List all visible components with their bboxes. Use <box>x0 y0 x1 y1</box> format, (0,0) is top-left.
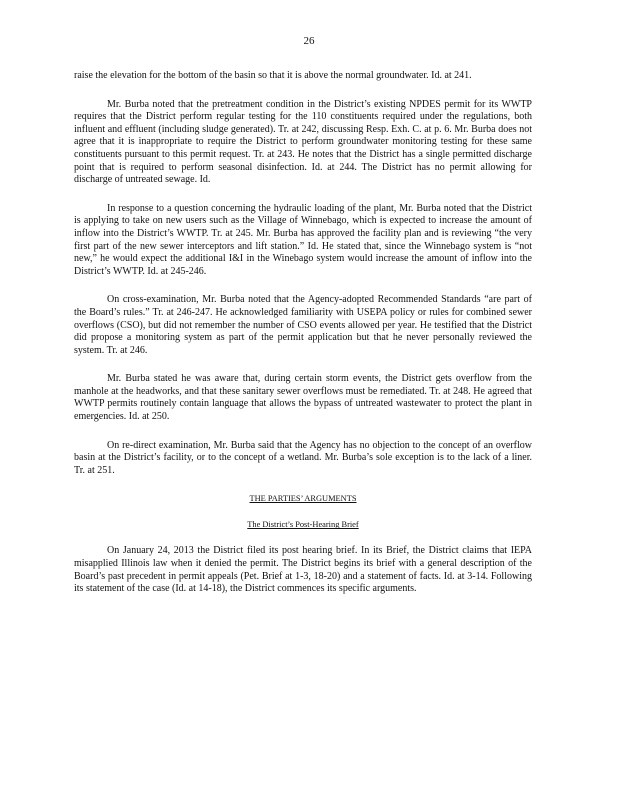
section-heading-arguments <box>74 493 532 505</box>
paragraph-post-hearing-brief: On January 24, 2013 the District filed its post hearing brief. In its Brief, the District claims that IEPA misapplied Illinois law when it denied the permit. The District begins its brief with a general description of the Board’s past precedent in permit appeals (Pet. Brief at 1-3, 18-20) and a statement of facts. Id. at 3-14. Following its statement of the case (Id. at 14-18), the District commences its specific arguments. <box>74 545 532 595</box>
paragraph-redirect-examination: On re-direct examination, Mr. Burba said that the Agency has no objection to the concept of an overflow basin at the District’s facility, or to the concept of a wetland. Mr. Burba’s sole exception is to the lack of a liner. Tr. at 251. <box>74 439 532 476</box>
paragraph-basin-elevation: raise the elevation for the bottom of the basin so that it is above the normal groundwater. Id. at 241. <box>74 70 472 81</box>
document-body <box>74 70 532 612</box>
paragraph-hydraulic-loading: In response to a question concerning the hydraulic loading of the plant, Mr. Burba noted that the District is applying to take on new users such as the Village of Winnebago, which is expected to increase the amount of inflow into the District’s WWTP. Tr. at 245. Mr. Burba has approved the facility plan and is reviewing “the very first part of the new sewer interceptors and lift station.” Id. He stated that, since the Winnebago system is “not new,” he would expect the additional I&I in the Winebago system would increase the amount of inflow into the District’s WWTP. Id. at 245-246. <box>74 202 532 277</box>
paragraph-storm-events: Mr. Burba stated he was aware that, during certain storm events, the District gets overflow from the manhole at the headworks, and that these sanitary sewer overflows must be remediated. Tr. at 248. He agreed that WWTP permits routinely contain language that allows the bypass of untreated wastewater to protect the plant in emergencies. Id. at 250. <box>74 373 532 423</box>
paragraph-cross-examination: On cross-examination, Mr. Burba noted that the Agency-adopted Recommended Standards “are part of the Board’s rules.” Tr. at 246-247. He acknowledged familiarity with USEPA policy or rules for combined sewer overflows (CSO), but did not remember the number of CSO events allowed per year. He testified that the District did propose a monitoring system as part of the permit application but that he never personally reviewed the system. Tr. at 246. <box>74 294 532 356</box>
subsection-heading-district-brief-text: The District’s Post-Hearing Brief <box>247 520 359 530</box>
page-number: 26 <box>303 35 315 47</box>
section-heading-arguments-text: THE PARTIES’ ARGUMENTS <box>249 494 357 504</box>
paragraph-pretreatment-condition: Mr. Burba noted that the pretreatment condition in the District’s existing NPDES permit for its WWTP requires that the District perform regular testing for the 110 constituents required under the regulations, both influent and effluent (including sludge generated). Tr. at 242, discussing Resp. Exh. C. at p. 6. Mr. Burba does not agree that it is inappropriate to require the District to perform groundwater monitoring testing for these same constituents pursuant to this permit request. Tr. at 243. He notes that the District has a single permitted discharge point that is required to perform seasonal disinfection. Id. at 244. The District has no permit allowing for discharge of untreated sewage. Id. <box>74 98 532 186</box>
subsection-heading-district-brief <box>74 519 532 531</box>
